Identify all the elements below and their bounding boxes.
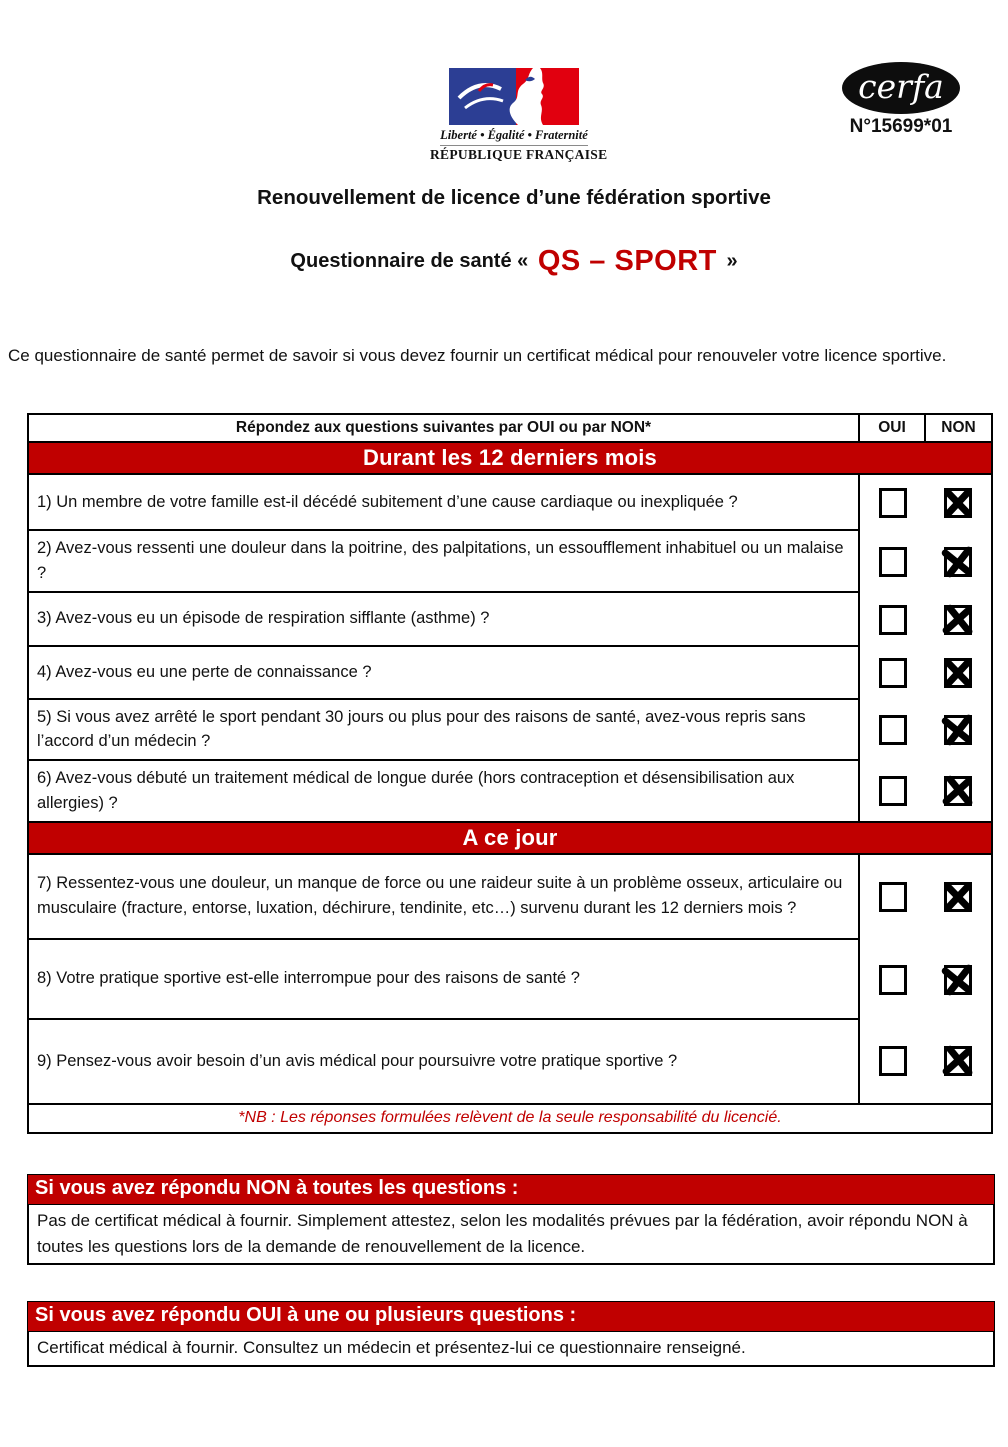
non-checkbox[interactable] xyxy=(944,658,972,688)
question-text: 1) Un membre de votre famille est-il décédé subitement d’une cause cardiaque ou inexpliquée ? xyxy=(37,492,738,511)
non-checkbox[interactable] xyxy=(944,547,972,577)
non-answer-cell xyxy=(926,776,992,806)
oui-answer-cell xyxy=(860,488,926,518)
oui-answer-cell xyxy=(860,715,926,745)
non-answer-cell xyxy=(926,715,992,745)
question-text: 3) Avez-vous eu un épisode de respiration sifflante (asthme) ? xyxy=(37,609,490,628)
question-row xyxy=(29,531,991,593)
outcome-any-oui xyxy=(27,1301,995,1367)
non-answer-cell xyxy=(926,605,992,635)
non-checkbox[interactable] xyxy=(944,715,972,745)
non-checkbox[interactable] xyxy=(944,1046,972,1076)
question-row xyxy=(29,1020,991,1103)
non-checkbox[interactable] xyxy=(944,965,972,995)
oui-checkbox[interactable] xyxy=(879,882,907,912)
non-answer-cell xyxy=(926,882,992,912)
oui-answer-cell xyxy=(860,882,926,912)
outcome-all-non xyxy=(27,1174,995,1265)
non-answer-cell xyxy=(926,547,992,577)
intro-paragraph: Ce questionnaire de santé permet de savoir si vous devez fournir un certificat médical pour renouveler votre licence sportive. xyxy=(8,346,947,365)
question-row xyxy=(29,475,991,531)
table-header-question: Répondez aux questions suivantes par OUI ou par NON* xyxy=(29,415,860,441)
questionnaire-table xyxy=(27,413,993,1134)
question-row xyxy=(29,855,991,940)
oui-checkbox[interactable] xyxy=(879,488,907,518)
oui-answer-cell xyxy=(860,776,926,806)
non-checkbox[interactable] xyxy=(944,605,972,635)
non-answer-cell xyxy=(926,488,992,518)
question-text: 2) Avez-vous ressenti une douleur dans la poitrine, des palpitations, un essoufflement inhabituel ou un malaise ? xyxy=(37,539,844,582)
non-answer-cell xyxy=(926,965,992,995)
non-checkbox[interactable] xyxy=(944,882,972,912)
oui-checkbox[interactable] xyxy=(879,1046,907,1076)
table-header-row xyxy=(29,415,991,441)
section-banner: Durant les 12 derniers mois xyxy=(29,441,991,475)
table-header-oui: OUI xyxy=(860,415,926,441)
non-checkbox[interactable] xyxy=(944,776,972,806)
oui-answer-cell xyxy=(860,605,926,635)
question-text: 9) Pensez-vous avoir besoin d’un avis médical pour poursuivre votre pratique sportive ? xyxy=(37,1051,678,1070)
question-row xyxy=(29,940,991,1020)
question-text: 6) Avez-vous débuté un traitement médical de longue durée (hors contraception et désensibilisation aux allergies) ? xyxy=(37,769,795,812)
marianne-icon xyxy=(448,68,580,125)
cerfa-wordmark: cerfa xyxy=(858,66,944,106)
oui-checkbox[interactable] xyxy=(879,965,907,995)
outcome-all-non-body: Pas de certificat médical à fournir. Simplement attestez, selon les modalités prévues par la fédération, avoir répondu NON à toutes les questions lors de la demande de renouvellement de la licence. xyxy=(27,1205,995,1265)
oui-answer-cell xyxy=(860,658,926,688)
cerfa-number: N°15699*01 xyxy=(849,116,953,137)
non-answer-cell xyxy=(926,1046,992,1076)
question-row xyxy=(29,700,991,762)
oui-answer-cell xyxy=(860,965,926,995)
cerfa-ellipse-icon xyxy=(842,62,960,114)
question-text: 4) Avez-vous eu une perte de connaissance ? xyxy=(37,662,372,681)
table-header-non: NON xyxy=(941,419,976,436)
oui-checkbox[interactable] xyxy=(879,547,907,577)
subtitle-prefix: Questionnaire de santé « xyxy=(290,250,529,272)
republique-francaise-logo xyxy=(430,68,608,163)
question-text: 7) Ressentez-vous une douleur, un manque de force ou une raideur suite à un problème osseux, articulaire ou musculaire (fracture, entorse, luxation, déchirure, tendinite, etc…) survenu durant les 12 derniers mois ? xyxy=(37,874,843,917)
question-text: 5) Si vous avez arrêté le sport pendant 30 jours ou plus pour des raisons de santé, avez-vous repris sans l’accord d’un médecin ? xyxy=(37,707,806,751)
subtitle-suffix: » xyxy=(726,250,738,272)
republic-text: RÉPUBLIQUE FRANÇAISE xyxy=(430,147,608,162)
oui-answer-cell xyxy=(860,547,926,577)
table-footnote: *NB : Les réponses formulées relèvent de la seule responsabilité du licencié. xyxy=(29,1103,991,1132)
cerfa-logo xyxy=(840,62,962,138)
page-subtitle xyxy=(0,245,1008,278)
table-body xyxy=(29,441,991,1103)
outcome-any-oui-body: Certificat médical à fournir. Consultez un médecin et présentez-lui ce questionnaire renseigné. xyxy=(27,1332,995,1367)
page-title: Renouvellement de licence d’une fédération sportive xyxy=(257,186,771,209)
oui-checkbox[interactable] xyxy=(879,776,907,806)
motto-text: Liberté • Égalité • Fraternité xyxy=(440,128,588,142)
oui-checkbox[interactable] xyxy=(879,715,907,745)
oui-checkbox[interactable] xyxy=(879,605,907,635)
outcome-any-oui-header: Si vous avez répondu OUI à une ou plusieurs questions : xyxy=(27,1301,995,1332)
motto-divider xyxy=(440,145,588,146)
subtitle-highlight: QS – SPORT xyxy=(537,245,717,277)
question-text: 8) Votre pratique sportive est-elle interrompue pour des raisons de santé ? xyxy=(37,969,580,988)
question-row xyxy=(29,647,991,700)
oui-answer-cell xyxy=(860,1046,926,1076)
section-banner: A ce jour xyxy=(29,821,991,855)
non-checkbox[interactable] xyxy=(944,488,972,518)
question-row xyxy=(29,593,991,647)
non-answer-cell xyxy=(926,658,992,688)
outcome-all-non-header: Si vous avez répondu NON à toutes les questions : xyxy=(27,1174,995,1205)
oui-checkbox[interactable] xyxy=(879,658,907,688)
question-row xyxy=(29,761,991,821)
